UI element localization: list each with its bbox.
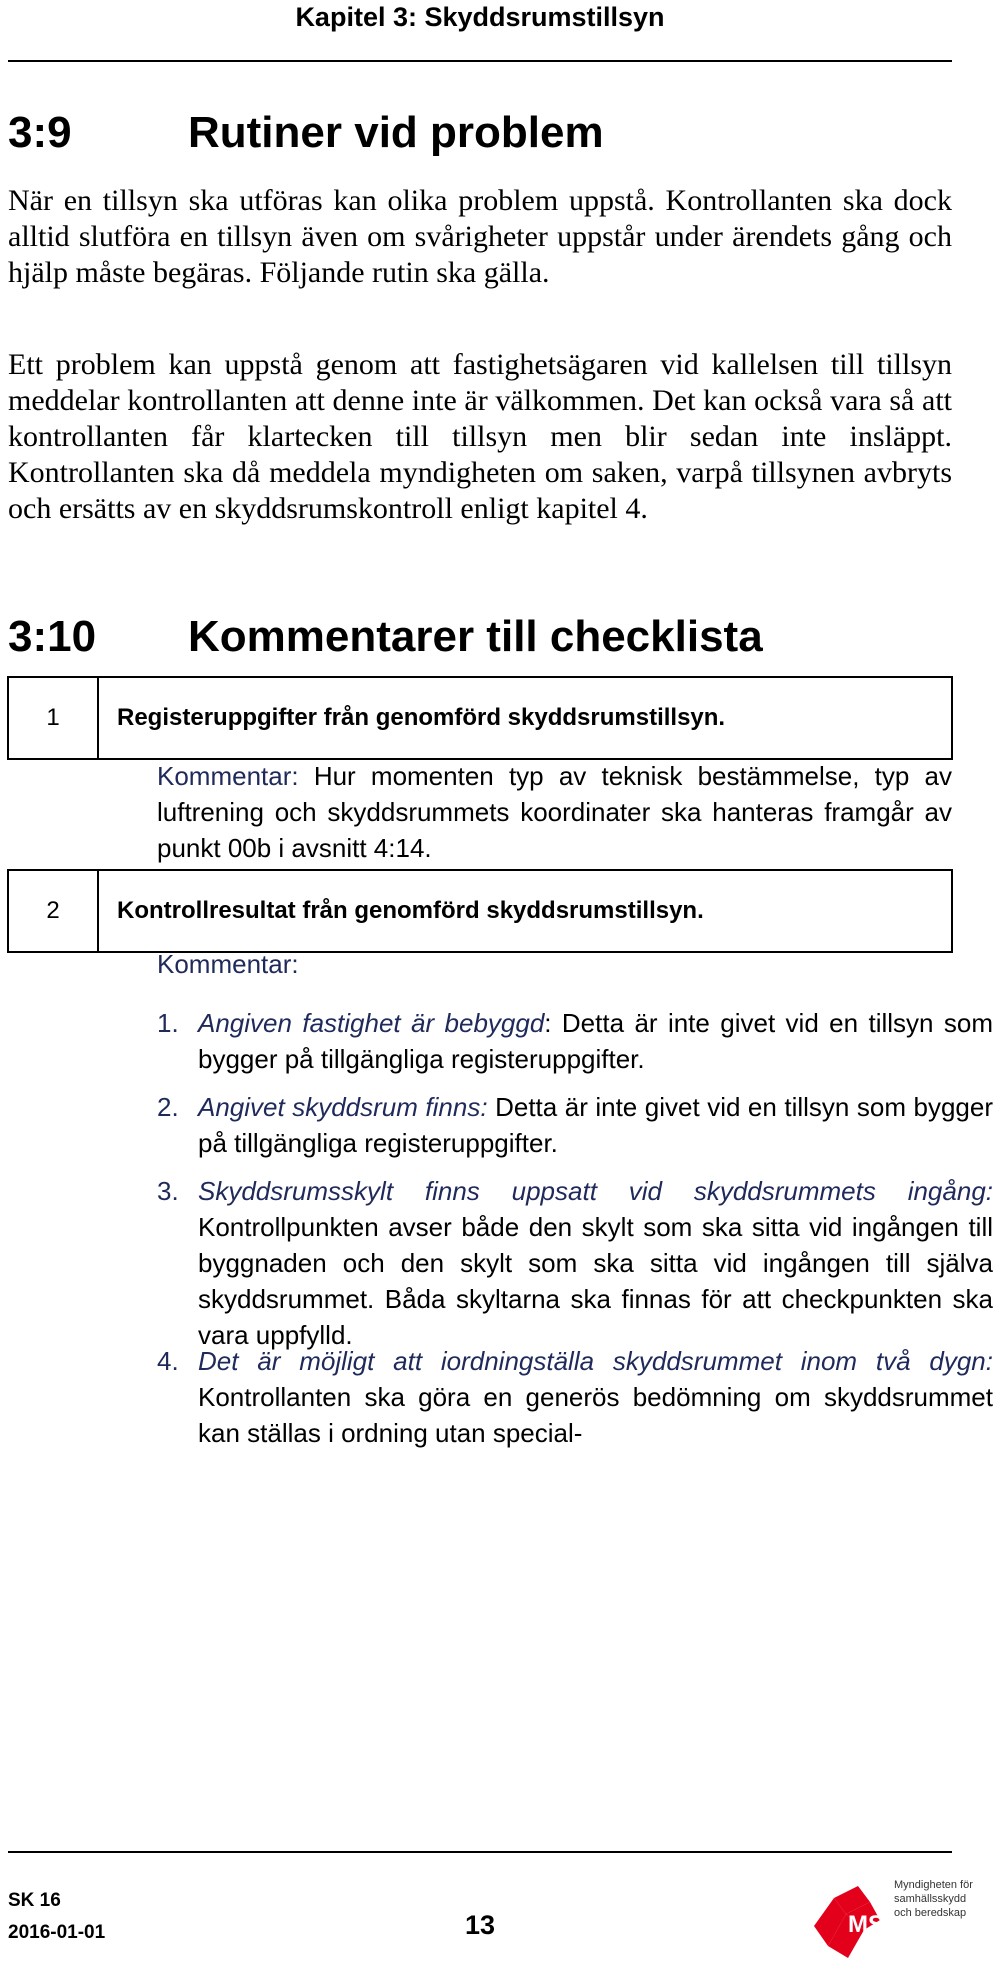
section-heading-3-9: [8, 108, 604, 158]
comment-item-1: [157, 758, 952, 866]
comment-text: Hur momenten typ av teknisk bestämmelse, typ av luftrening och skyddsrummets koordinater ska hanteras framgår av punkt 00b i avsnitt 4:14.: [157, 761, 952, 863]
comment-item-2-label: [157, 946, 952, 982]
comment-point-4: [157, 1343, 993, 1451]
point-marker: 1.: [157, 1008, 179, 1038]
point-marker: 4.: [157, 1346, 179, 1376]
running-header: Kapitel 3: Skyddsrumstillsyn: [295, 2, 665, 32]
checklist-item-2-box: [7, 869, 953, 953]
footer-date: 2016-01-01: [8, 1922, 106, 1943]
comment-label: Kommentar:: [157, 761, 299, 791]
paragraph-problem: Ett problem kan uppstå genom att fastighetsägaren vid kallelsen till tillsyn meddelar kontrollanten att denne inte är välkommen. Det kan också vara så att kontrollanten får klartecken till tillsyn men blir sedan inte insläppt. Kontrollanten ska då meddela myndigheten om saken, varpå tillsynen avbryts och ersätts av en skyddsrumskontroll enligt kapitel 4.: [8, 348, 952, 525]
comment-label: Kommentar:: [157, 949, 299, 979]
checklist-item-number: 1: [9, 678, 99, 758]
section-heading-3-10: [8, 612, 763, 662]
point-text: : Detta är inte givet vid en tillsyn som bygger på tillgängliga registeruppgifter.: [198, 1008, 993, 1074]
paragraph-intro: När en tillsyn ska utföras kan olika problem uppstå. Kontrollanten ska dock alltid slutföra en tillsyn även om svårigheter uppstår under ärendets gång och hjälp måste begäras. Följande rutin ska gälla.: [8, 184, 952, 289]
logo-caption-line-2: samhällsskydd: [894, 1893, 967, 1905]
msb-logo: [808, 1868, 973, 1964]
checklist-item-title: Kontrollresultat från genomförd skyddsrumstillsyn.: [117, 897, 704, 924]
point-heading: Angivet skyddsrum finns:: [198, 1092, 488, 1122]
section-number: 3:10: [8, 612, 97, 661]
logo-wordmark: MSB: [848, 1911, 902, 1938]
checklist-item-title: Registeruppgifter från genomförd skyddsrumstillsyn.: [117, 704, 726, 731]
comment-point-3: [157, 1173, 993, 1353]
point-heading: Skyddsrumsskylt finns uppsatt vid skyddsrummets ingång:: [198, 1176, 993, 1206]
point-text: Kontrollpunkten avser både den skylt som ska sitta vid ingången till byggnaden och den skylt som ska sitta vid ingången till själva skyddsrummet. Båda skyltarna ska finnas för att checkpunkten ska vara uppfylld.: [198, 1212, 993, 1350]
logo-mark: [814, 1886, 901, 1958]
point-marker: 2.: [157, 1092, 179, 1122]
point-marker: 3.: [157, 1176, 179, 1206]
point-text: Detta är inte givet vid en tillsyn som bygger på tillgängliga registeruppgifter.: [198, 1092, 993, 1158]
point-heading: Det är möjligt att iordningställa skyddsrummet inom två dygn:: [198, 1346, 993, 1376]
point-heading: Angiven fastighet är bebyggd: [198, 1008, 545, 1038]
logo-caption-line-1: Myndigheten för: [894, 1879, 973, 1891]
footer-rule: [8, 1851, 952, 1853]
comment-point-1: [157, 1005, 993, 1077]
header-rule: [8, 60, 952, 62]
footer-doc-code: SK 16: [8, 1890, 61, 1911]
page-number: 13: [464, 1910, 496, 1940]
section-title: Rutiner vid problem: [188, 108, 604, 157]
section-title: Kommentarer till checklista: [188, 612, 763, 661]
comment-point-2: [157, 1089, 993, 1161]
checklist-item-number: 2: [9, 871, 99, 951]
point-text: Kontrollanten ska göra en generös bedömning om skyddsrummet kan ställas i ordning utan special-: [198, 1382, 993, 1448]
section-number: 3:9: [8, 108, 72, 157]
logo-caption-line-3: och beredskap: [894, 1907, 967, 1919]
checklist-item-1-box: [7, 676, 953, 760]
